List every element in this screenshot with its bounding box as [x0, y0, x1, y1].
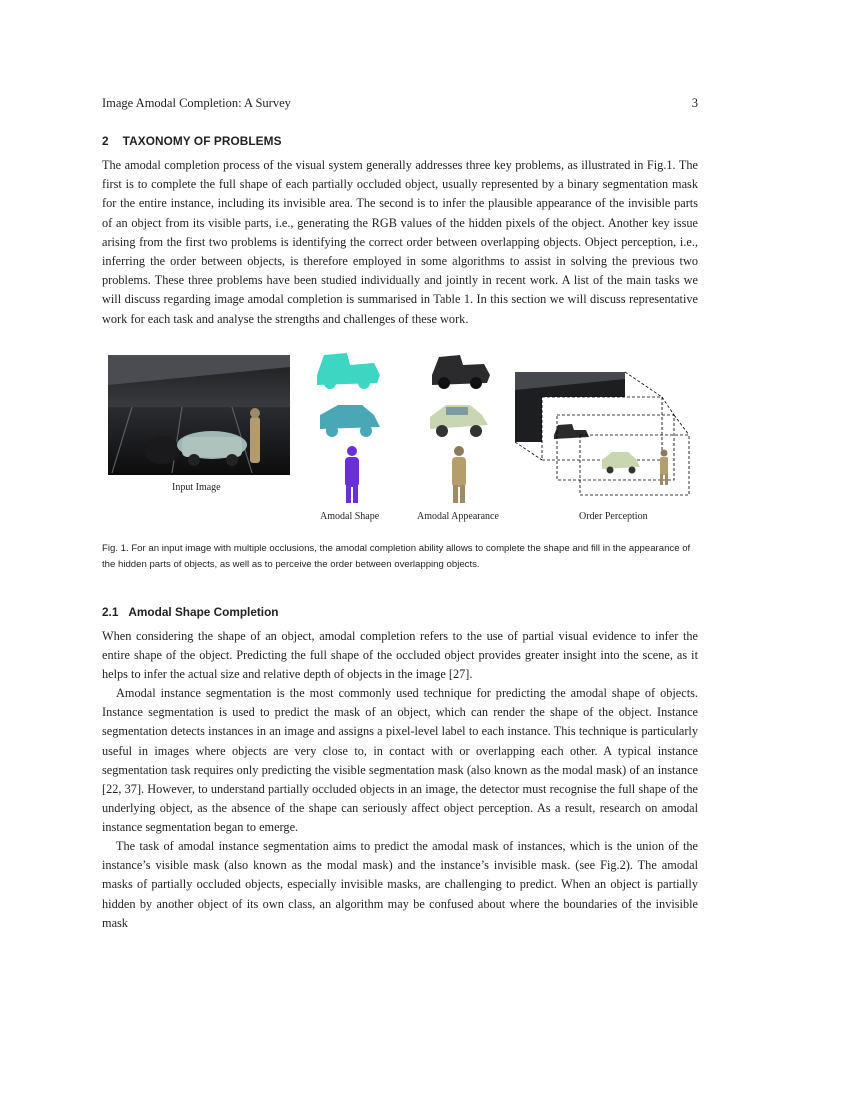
car-mask	[320, 405, 380, 429]
section-title: TAXONOMY OF PROBLEMS	[122, 134, 282, 148]
subsection-paragraph-3: The task of amodal instance segmentation aims to predict the amodal mask of instances, which is the union of the instance’s visible mask (also known as the modal mask) and the instance’s invisible mask. (see Fig.2). The amodal masks of partially occluded objects, especially invisible masks, are challenging to predict. When an object is partially hidden by another object of its own class, an algorithm may be confused about where the boundaries of the invisible mask	[102, 839, 698, 930]
section-number: 2	[102, 134, 109, 148]
figure-caption: Fig. 1. For an input image with multiple occlusions, the amodal completion ability allows to complete the shape and fill in the appearance of the hidden parts of objects, as well as to perceive the order between overlapping objects.	[102, 543, 691, 570]
subsection-paragraph-2: Amodal instance segmentation is the most commonly used technique for predicting the amodal shape of objects. Instance segmentation is used to predict the mask of an object, which can render the shape of the object. Instance segmentation detects instances in an image and assigns a pixel-level label to each instance. This technique is particularly useful in images where objects are very close to, in contact with or overlapping each other. A typical instance segmentation task requires only predicting the visible segmentation mask (also known as the modal mask) of an instance [22, 37]. However, to understand partially occluded objects in an image, the detector must recognise the full shape of the underlying object, as the absence of the shape can seriously affect object perception. As a result, research on amodal instance segmentation began to emerge.	[102, 686, 698, 835]
label-order-perception: Order Perception	[579, 511, 648, 522]
knight-mask	[345, 457, 359, 487]
section-heading	[102, 134, 282, 148]
label-amodal-shape: Amodal Shape	[320, 511, 380, 522]
subsection-title: Amodal Shape Completion	[128, 605, 279, 619]
running-head	[102, 96, 698, 111]
amodal-shape-masks	[317, 353, 380, 503]
section-paragraph: The amodal completion process of the visual system generally addresses three key problems, as illustrated in Fig.1. The first is to complete the full shape of each partially occluded object, usually represented by a binary segmentation mask for the entire instance, including its invisible area. The second is to infer the plausible appearance of the invisible parts of an object from its visible parts, i.e., generating the RGB values of the hidden pixels of the object. Another key issue arising from the first two problems is identifying the correct order between overlapping objects. Object perception, i.e., inferring the order between objects, is therefore employed in some algorithms to assist in solving the previous two problems. These three problems have been studied individually and jointly in recent work. A list of the main tasks we will discuss regarding image amodal completion is summarised in Table 1. In this section we will discuss representative work for each task and analyse the strengths and challenges of these work.	[102, 158, 698, 326]
order-perception-layers	[515, 372, 689, 495]
running-title: Image Amodal Completion: A Survey	[102, 96, 291, 110]
label-input-image: Input Image	[172, 482, 221, 493]
subsection-heading	[102, 605, 279, 619]
amodal-appearance	[430, 355, 490, 503]
figure-illustration	[102, 345, 702, 525]
label-amodal-appearance: Amodal Appearance	[417, 511, 499, 522]
page-number: 3	[691, 96, 698, 110]
figure-1	[102, 345, 702, 525]
subsection-paragraph-1: When considering the shape of an object, amodal completion refers to the use of partial visual evidence to infer the entire shape of the object. Predicting the full shape of the occluded object provides greater insight into the scene, as it helps to infer the actual size and relative depth of objects in the image [27].	[102, 629, 698, 682]
input-image	[108, 355, 290, 475]
subsection-number: 2.1	[102, 605, 119, 619]
